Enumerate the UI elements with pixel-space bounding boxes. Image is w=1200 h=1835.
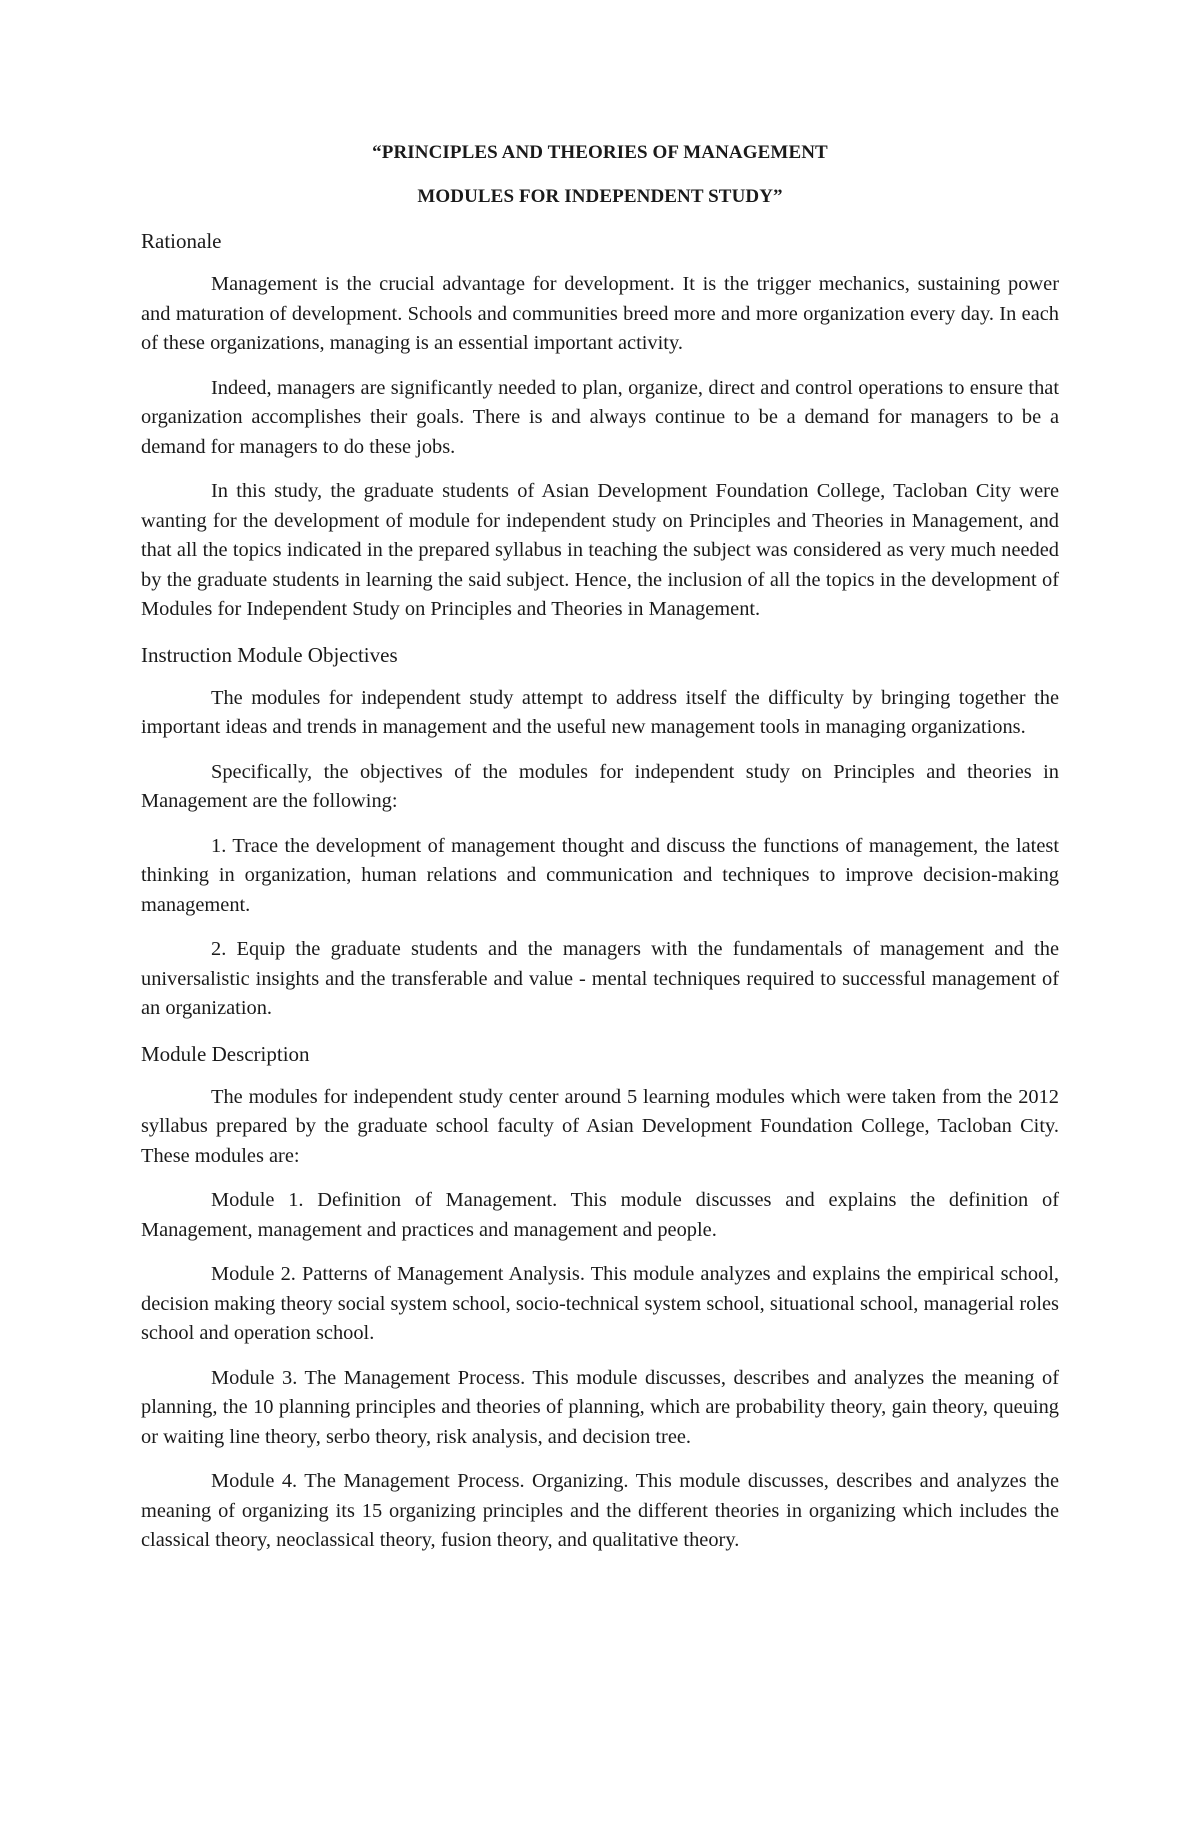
rationale-paragraph-3: In this study, the graduate students of Asian Development Foundation College, Tacloban City were wanting for the development of module for independent study on Principles and Theories in Management, and that all the topics indicated in the prepared syllabus in teaching the subject was considered as very much needed by the graduate students in learning the said subject. Hence, the inclusion of all the topics in the development of Modules for Independent Study on Principles and Theories in Management. — [141, 480, 1059, 620]
section-heading-objectives: Instruction Module Objectives — [141, 642, 398, 667]
module-3-description: Module 3. The Management Process. This module discusses, describes and analyzes the meaning of planning, the 10 planning principles and theories of planning, which are probability theory, gain theory, queuing or waiting line theory, serbo theory, risk analysis, and decision tree. — [141, 1366, 1059, 1448]
module-1-description: Module 1. Definition of Management. This module discusses and explains the definition of Management, management and practices and management and people. — [141, 1189, 1059, 1241]
description-paragraph-intro: The modules for independent study center around 5 learning modules which were taken from the 2012 syllabus prepared by the graduate school faculty of Asian Development Foundation College, Tacloban City. These modules are: — [141, 1085, 1059, 1167]
objectives-paragraph-2: Specifically, the objectives of the modules for independent study on Principles and theories in Management are the following: — [141, 760, 1059, 812]
objective-item-2: 2. Equip the graduate students and the managers with the fundamentals of management and the universalistic insights and the transferable and value - mental techniques required to successful management of an organization. — [141, 938, 1059, 1019]
module-4-description: Module 4. The Management Process. Organizing. This module discusses, describes and analyzes the meaning of organizing its 15 organizing principles and the different theories in organizing which includes the classical theory, neoclassical theory, fusion theory, and qualitative theory. — [141, 1470, 1059, 1551]
rationale-paragraph-2: Indeed, managers are significantly needed to plan, organize, direct and control operations to ensure that organization accomplishes their goals. There is and always continue to be a demand for managers to be a demand for managers to do these jobs. — [141, 376, 1059, 458]
section-heading-rationale: Rationale — [141, 229, 222, 253]
module-2-description: Module 2. Patterns of Management Analysis. This module analyzes and explains the empirical school, decision making theory social system school, socio-technical system school, situational school, managerial roles school and operation school. — [141, 1263, 1059, 1344]
objective-item-1: 1. Trace the development of management thought and discuss the functions of management, the latest thinking in organization, human relations and communication and techniques to improve decision-making management. — [141, 834, 1059, 916]
document-title-line-1: “PRINCIPLES AND THEORIES OF MANAGEMENT — [372, 142, 828, 163]
document-content — [141, 138, 1059, 1571]
rationale-paragraph-1: Management is the crucial advantage for development. It is the trigger mechanics, sustaining power and maturation of development. Schools and communities breed more and more organization every day. In each of these organizations, managing is an essential important activity. — [141, 273, 1059, 354]
document-title-line-2: MODULES FOR INDEPENDENT STUDY” — [417, 186, 783, 207]
section-heading-module-description: Module Description — [141, 1041, 310, 1066]
objectives-paragraph-1: The modules for independent study attempt to address itself the difficulty by bringing together the important ideas and trends in management and the useful new management tools in managing organizations. — [141, 686, 1059, 738]
